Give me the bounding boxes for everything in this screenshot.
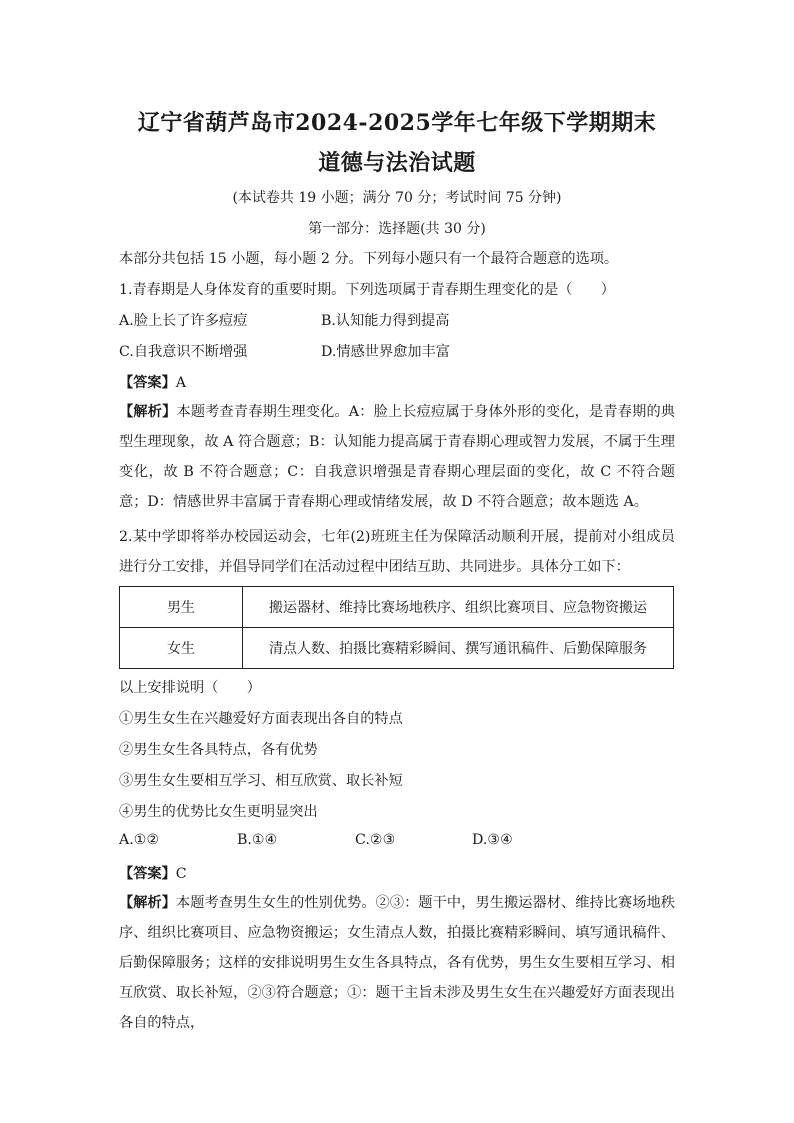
q2-answer (119, 863, 187, 883)
document-subtitle: 道德与法治试题 (318, 150, 476, 176)
q1-analysis (119, 397, 675, 517)
q2-option-b: B.①④ (237, 832, 278, 848)
q2-option-c: C.②③ (355, 832, 396, 848)
exam-info: (本试卷共 19 小题；满分 70 分；考试时间 75 分钟) (232, 190, 562, 206)
q2-statement-3: ③男生女生要相互学习、相互欣赏、取长补短 (119, 773, 403, 789)
q1-option-b: B.认知能力得到提高 (321, 313, 450, 329)
q1-stem: 1.青春期是人身体发育的重要时期。下列选项属于青春期生理变化的是（ ） (119, 282, 615, 298)
q2-statement-1: ①男生女生在兴趣爱好方面表现出各自的特点 (119, 711, 403, 727)
q2-answer-value: C (175, 866, 187, 882)
table-cell-tasks: 搬运器材、维持比赛场地秩序、组织比赛项目、应急物资搬运 (243, 587, 674, 628)
q2-analysis-text: 本题考查男生女生的性别优势。②③：题干中，男生搬运器材、维持比赛场地秩序、组织比赛项目、应急物资搬运；女生清点人数，拍摄比赛精彩瞬间、填写通讯稿件、后勤保障服务；这样的安排说明男生女生各具特点，各有优势，男生女生要相互学习、相互欣赏、取长补短，②③符合题意；①：题干主旨未涉及男生女生在兴趣爱好方面表现出各自的特点， (119, 895, 675, 1031)
q2-question: 以上安排说明（ ） (119, 680, 261, 696)
q1-option-a: A.脸上长了许多痘痘 (119, 313, 248, 329)
q2-option-a: A.①② (119, 832, 160, 848)
q2-analysis-label: 【解析】 (119, 895, 177, 911)
table-cell-group: 男生 (120, 587, 243, 628)
q1-analysis-label: 【解析】 (119, 404, 177, 420)
q2-statement-2: ②男生女生各具特点，各有优势 (119, 742, 318, 758)
q1-option-d: D.情感世界愈加丰富 (321, 344, 450, 360)
q1-answer (119, 372, 186, 392)
q1-answer-value: A (175, 375, 187, 391)
table-row (120, 587, 674, 628)
instructions: 本部分共包括 15 小题，每小题 2 分。下列每小题只有一个最符合题意的选项。 (119, 251, 619, 267)
q2-option-d: D.③④ (472, 832, 513, 848)
q2-statement-4: ④男生的优势比女生更明显突出 (119, 804, 318, 820)
q1-answer-label: 【答案】 (119, 375, 176, 391)
q1-analysis-text: 本题考查青春期生理变化。A：脸上长痘痘属于身体外形的变化，是青春期的典型生理现象，故 A 符合题意；B：认知能力提高属于青春期心理或智力发展，不属于生理变化，故 B 不符合题意；C：自我意识增强是青春期心理层面的变化，故 C 不符合题意；D：情感世界丰富属于青春期心理或情绪发展，故 D 不符合题意；故本题选 A。 (119, 404, 675, 510)
table-cell-group: 女生 (120, 628, 243, 669)
q1-option-c: C.自我意识不断增强 (119, 344, 248, 360)
table-row (120, 628, 674, 669)
q2-analysis (119, 888, 675, 1038)
section-title: 第一部分：选择题(共 30 分) (308, 221, 486, 237)
q2-answer-label: 【答案】 (119, 866, 176, 882)
document-title: 辽宁省葫芦岛市2024-2025学年七年级下学期期末 (137, 110, 657, 136)
table-cell-tasks: 清点人数、拍摄比赛精彩瞬间、撰写通讯稿件、后勤保障服务 (243, 628, 674, 669)
q2-stem: 2.某中学即将举办校园运动会，七年(2)班班主任为保障活动顺利开展，提前对小组成员进行分工安排，并倡导同学们在活动过程中团结互助、共同进步。具体分工如下： (119, 529, 675, 575)
division-table (119, 586, 674, 669)
